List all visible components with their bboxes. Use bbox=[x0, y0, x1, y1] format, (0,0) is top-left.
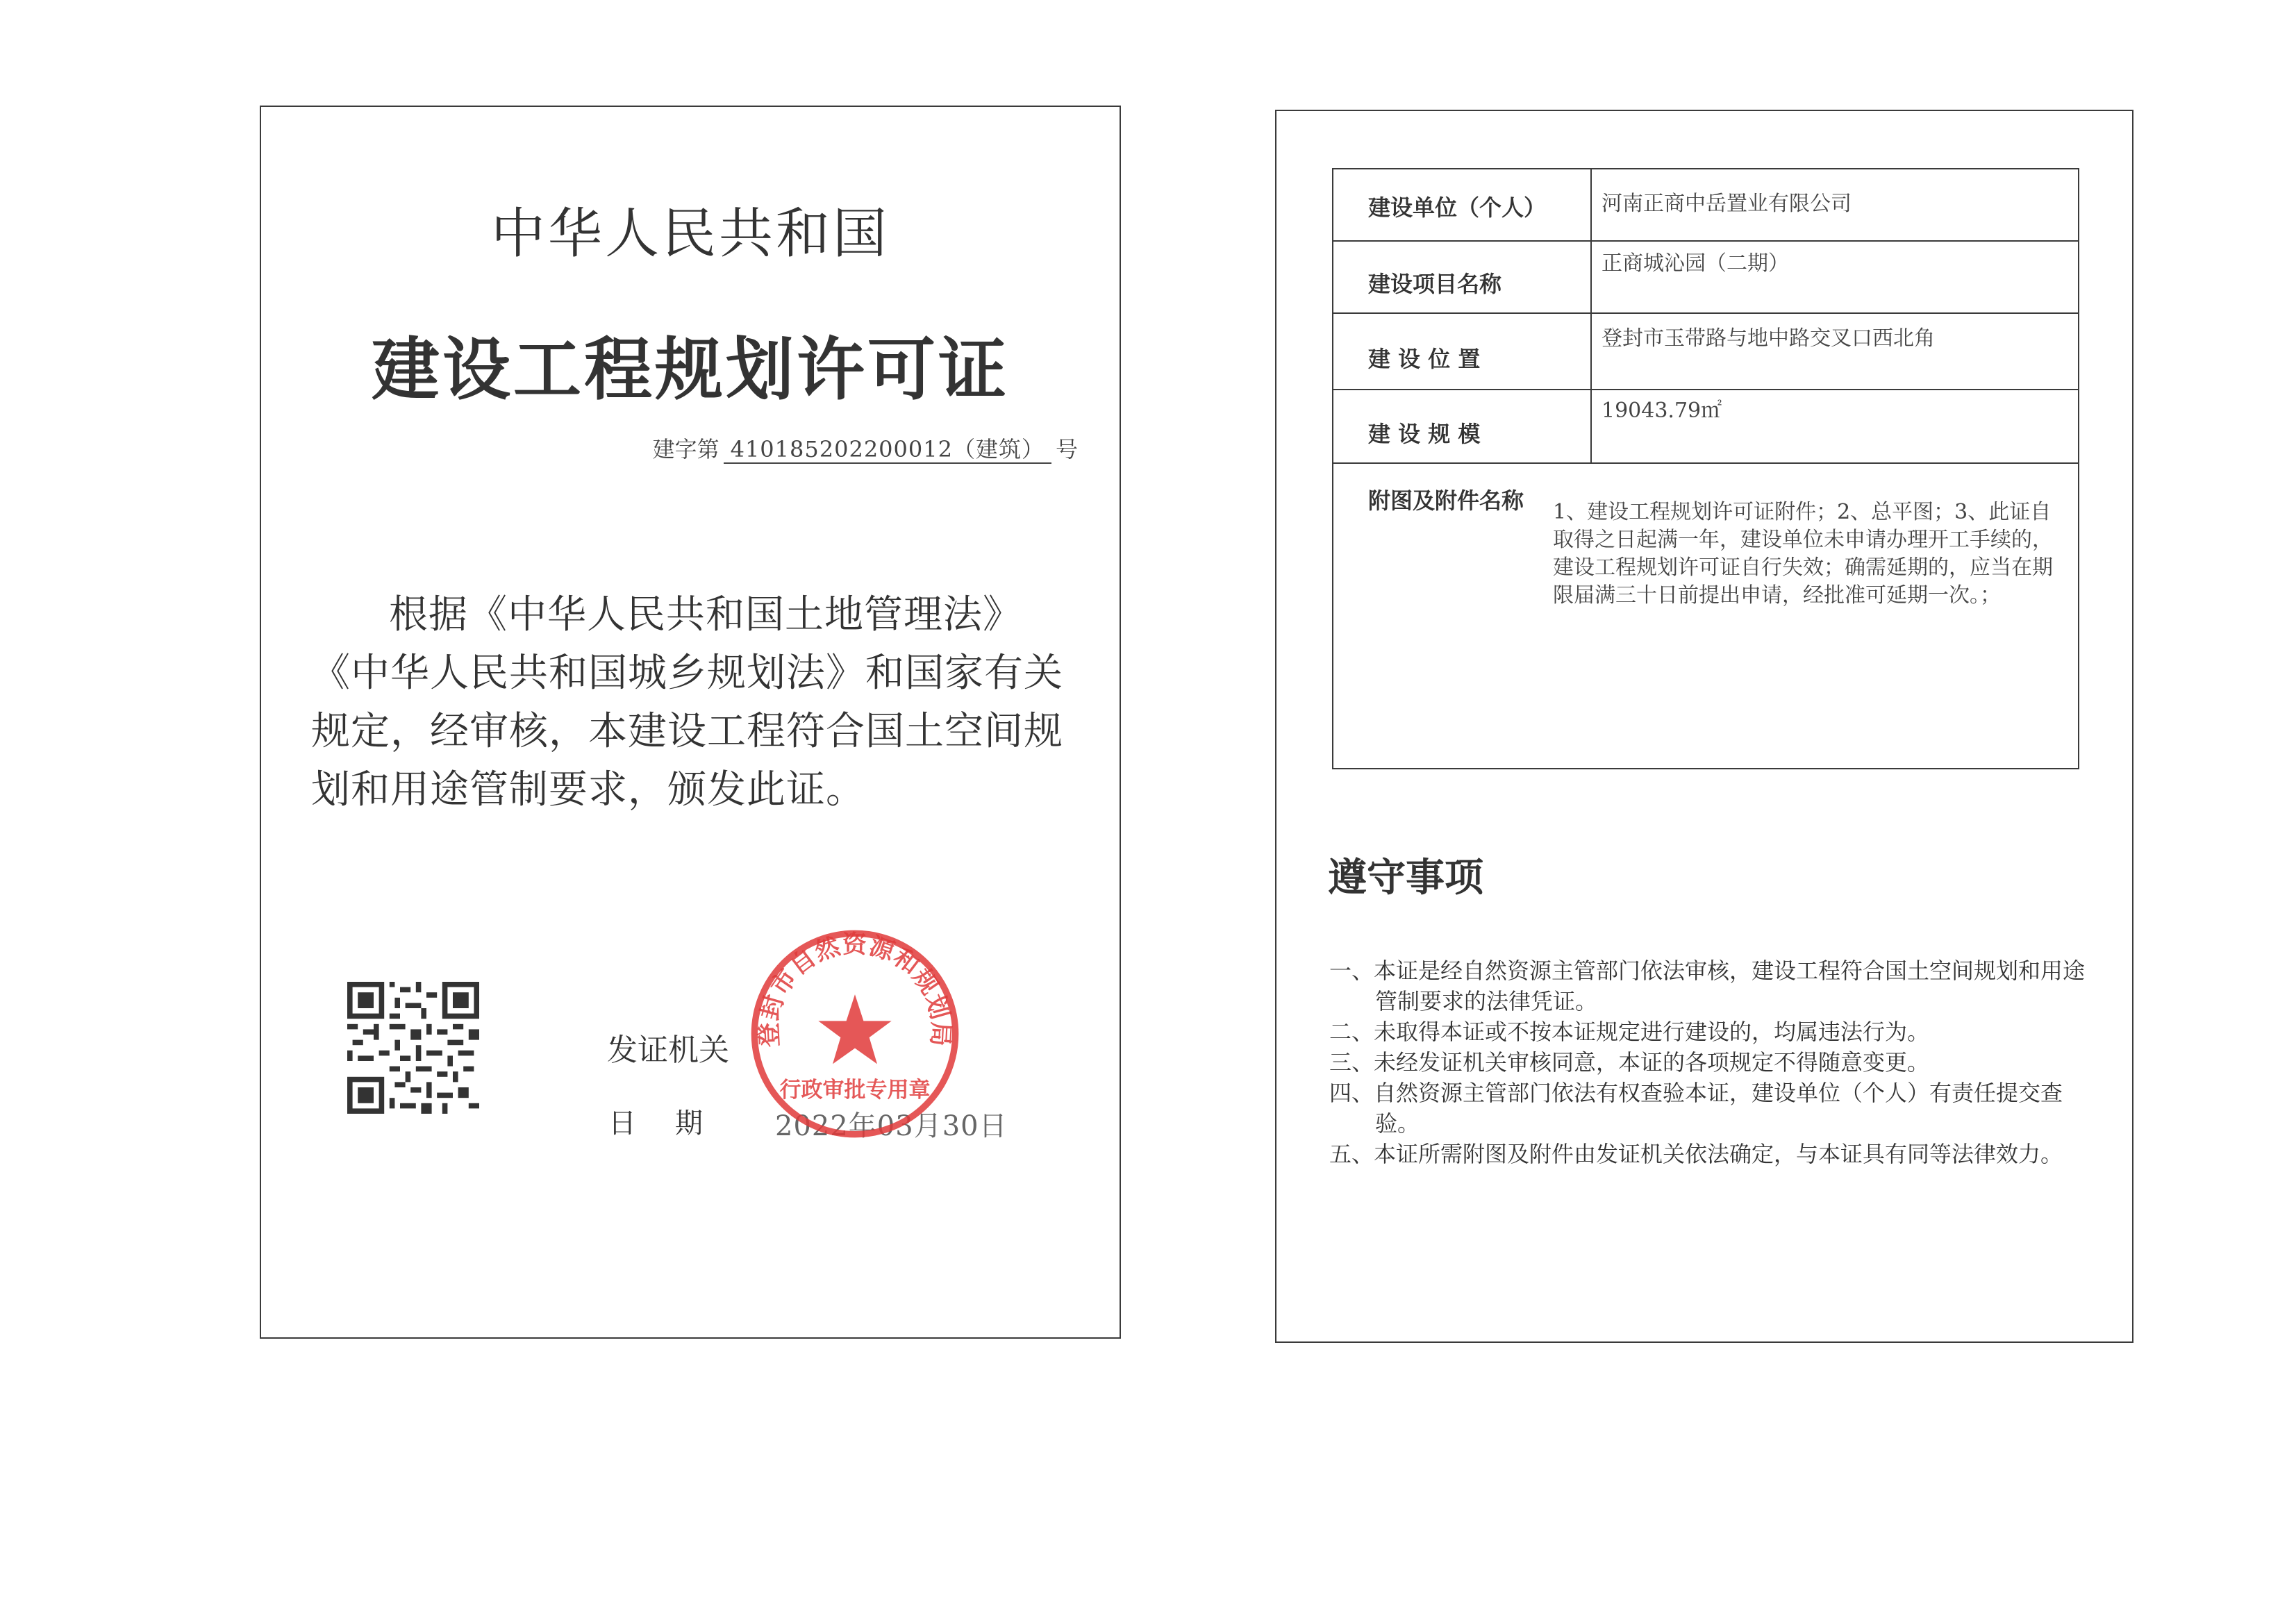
attachments-label: 附图及附件名称 bbox=[1368, 487, 1524, 514]
rule-item: 五、本证所需附图及附件由发证机关依法确定，与本证具有同等法律效力。 bbox=[1329, 1141, 2063, 1167]
rule-item: 三、未经发证机关审核同意，本证的各项规定不得随意变更。 bbox=[1329, 1049, 1930, 1076]
row-label: 建设单位（个人） bbox=[1368, 194, 1547, 221]
attachments-value: 1、建设工程规划许可证附件；2、总平图；3、此证自取得之日起满一年，建设单位未申请办理开工手续的，建设工程规划许可证自行失效；确需延期的，应当在期限届满三十日前提出申请，经批准可延期一次。； bbox=[1553, 500, 2053, 608]
table-row bbox=[1333, 242, 2078, 314]
row-value: 河南正商中岳置业有限公司 bbox=[1602, 192, 1852, 216]
row-value: 19043.79㎡ bbox=[1602, 399, 1722, 423]
date-label: 日期 bbox=[608, 1107, 742, 1139]
obey-title: 遵守事项 bbox=[1328, 855, 1483, 901]
rule-item: 一、本证是经自然资源主管部门依法审核，建设工程符合国土空间规划和用途管制要求的法律凭证。 bbox=[1329, 958, 2086, 1014]
table-row bbox=[1333, 390, 2078, 464]
rules-list bbox=[1329, 955, 2086, 1169]
official-seal-icon bbox=[747, 926, 963, 1142]
svg-text:行政审批专用章: 行政审批专用章 bbox=[779, 1077, 931, 1103]
country-name: 中华人民共和国 bbox=[490, 203, 890, 265]
permit-right-page bbox=[1275, 110, 2133, 1343]
document-title: 建设工程规划许可证 bbox=[371, 331, 1009, 410]
permit-number-line bbox=[653, 432, 1078, 464]
rule-item: 二、未取得本证或不按本证规定进行建设的，均属违法行为。 bbox=[1329, 1019, 1930, 1045]
rule-item: 四、自然资源主管部门依法有权查验本证，建设单位（个人）有责任提交查验。 bbox=[1329, 1080, 2063, 1137]
row-label: 建设项目名称 bbox=[1368, 271, 1502, 297]
permit-suffix: 号 bbox=[1055, 436, 1078, 462]
svg-text:登封市自然资源和规划局: 登封市自然资源和规划局 bbox=[754, 930, 956, 1048]
permit-left-page bbox=[260, 106, 1121, 1339]
table-divider bbox=[1590, 169, 1592, 464]
row-value: 正商城沁园（二期） bbox=[1602, 251, 1789, 276]
qr-code-icon bbox=[347, 982, 479, 1114]
row-label: 建 设 规 模 bbox=[1368, 421, 1481, 447]
row-label: 建 设 位 置 bbox=[1368, 346, 1481, 372]
issuer-label: 发证机关 bbox=[607, 1032, 729, 1068]
issue-date: 2022年03月30日 bbox=[775, 1110, 1008, 1142]
project-info-table bbox=[1332, 168, 2079, 769]
permit-body-text: 根据《中华人民共和国土地管理法》《中华人民共和国城乡规划法》和国家有关规定，经审核，本建设工程符合国土空间规划和用途管制要求，颁发此证。 bbox=[311, 592, 1063, 812]
row-value: 登封市玉带路与地中路交叉口西北角 bbox=[1602, 326, 1935, 351]
permit-number: 410185202200012（建筑） bbox=[724, 436, 1051, 464]
table-row bbox=[1333, 314, 2078, 390]
attachments-row bbox=[1333, 464, 2078, 769]
permit-prefix: 建字第 bbox=[652, 436, 719, 462]
table-row bbox=[1333, 169, 2078, 242]
